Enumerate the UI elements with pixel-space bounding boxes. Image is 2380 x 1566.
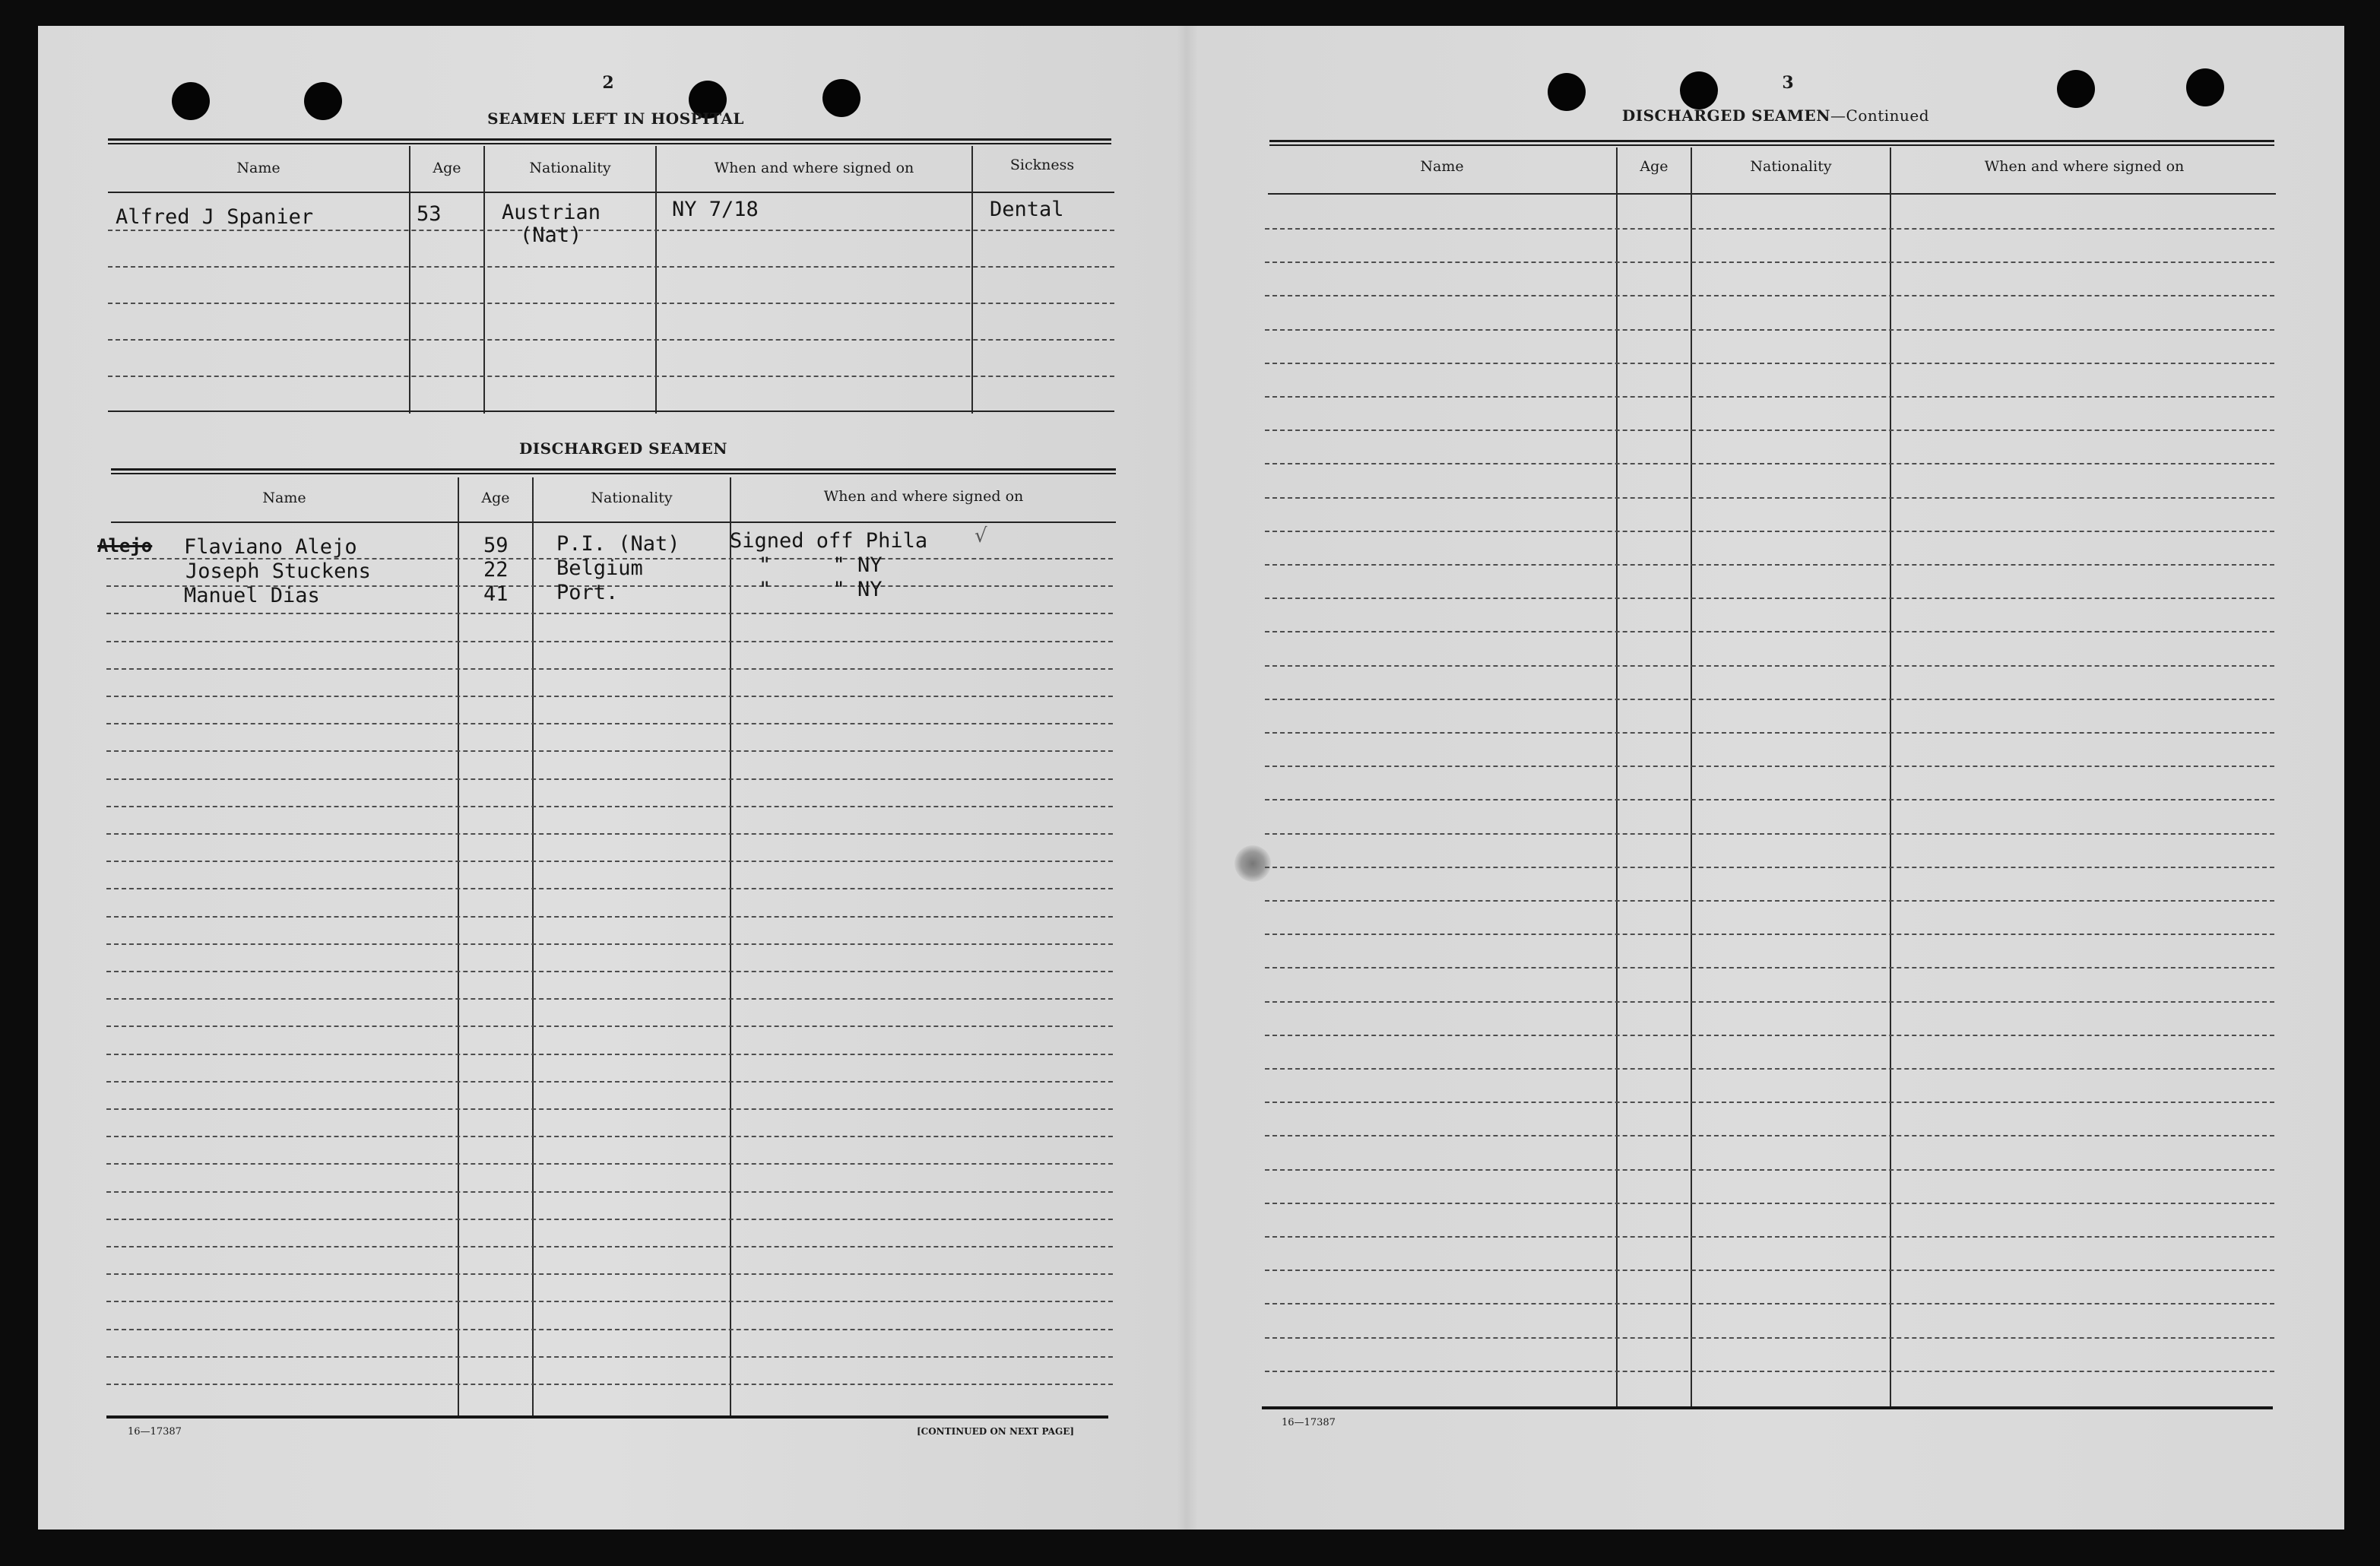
ruled-line <box>1265 934 2274 935</box>
discharged-row-nationality: P.I. (Nat) <box>556 532 680 556</box>
ruled-line <box>1265 799 2274 800</box>
continued-title-suffix: —Continued <box>1830 106 1930 125</box>
ruled-line <box>106 1273 1113 1275</box>
ruled-line <box>1265 967 2274 968</box>
ruled-line <box>106 833 1113 835</box>
hospital-bottom-rule <box>108 411 1114 412</box>
hospital-header-nationality: Nationality <box>529 160 611 176</box>
ruled-line <box>106 1384 1113 1385</box>
ruled-line <box>1265 228 2274 230</box>
ruled-line <box>1265 732 2274 734</box>
hospital-row-nationality: Austrian <box>502 201 601 224</box>
discharged-row-name: Joseph Stuckens <box>185 560 371 583</box>
hospital-header-rule <box>108 192 1114 193</box>
form-number-right: 16—17387 <box>1282 1417 1336 1428</box>
ruled-line <box>1265 564 2274 566</box>
ruled-line <box>1265 900 2274 902</box>
ruled-line <box>106 998 1113 1000</box>
ruled-line <box>1265 1236 2274 1238</box>
discharged-row-signed-on: " " NY <box>759 578 883 601</box>
continued-col-divider <box>1890 147 1891 1406</box>
continued-col-divider <box>1691 147 1692 1406</box>
ruled-line <box>1265 262 2274 263</box>
discharged-header-signed-on: When and where signed on <box>823 488 1024 505</box>
continued-top-rule <box>1269 140 2274 142</box>
continued-note: [CONTINUED ON NEXT PAGE] <box>917 1426 1075 1437</box>
discharged-row-nationality: Port. <box>556 581 619 604</box>
continued-header-name: Name <box>1420 158 1464 175</box>
ruled-line <box>1265 1371 2274 1372</box>
discharged-header-nationality: Nationality <box>591 490 673 506</box>
discharged-col-divider <box>730 477 731 1417</box>
ruled-line <box>106 1026 1113 1027</box>
discharged-row-signed-on: " " NY <box>759 553 883 577</box>
hospital-section-title: SEAMEN LEFT IN HOSPITAL <box>487 109 744 128</box>
hospital-row-age: 53 <box>417 202 442 226</box>
ruled-line <box>1265 598 2274 599</box>
continued-header-age: Age <box>1640 158 1669 175</box>
ruled-line <box>106 1136 1113 1137</box>
ruled-line <box>1265 1135 2274 1136</box>
ruled-line <box>106 1163 1113 1165</box>
continued-col-divider <box>1616 147 1618 1406</box>
hospital-row-line <box>108 230 1114 231</box>
continued-header-nationality: Nationality <box>1750 158 1832 175</box>
ruled-line <box>106 916 1113 918</box>
continued-section-title <box>1616 106 1935 125</box>
form-number-left: 16—17387 <box>128 1426 182 1438</box>
continued-bottom-rule <box>1262 1406 2273 1409</box>
hospital-row-line <box>108 339 1114 341</box>
hospital-row-line <box>108 376 1114 377</box>
punch-hole <box>822 79 860 117</box>
ruled-line <box>1265 1203 2274 1204</box>
discharged-col-divider <box>458 477 459 1417</box>
ruled-line <box>1265 1337 2274 1339</box>
ruled-line <box>1265 1303 2274 1304</box>
ruled-line <box>106 1246 1113 1247</box>
ruled-line <box>1265 699 2274 700</box>
hospital-col-divider <box>971 146 973 414</box>
discharged-row-age: 41 <box>483 582 509 606</box>
ruled-line <box>1265 430 2274 431</box>
hospital-col-divider <box>655 146 657 414</box>
hospital-row-nationality-note: (Nat) <box>520 223 582 247</box>
check-mark: √ <box>975 525 987 547</box>
punch-hole <box>1548 73 1586 111</box>
hospital-header-signed-on: When and where signed on <box>714 160 914 176</box>
discharged-header-age: Age <box>481 490 510 506</box>
hospital-col-divider <box>409 146 410 414</box>
ruled-line <box>106 1191 1113 1193</box>
ruled-line <box>106 1301 1113 1302</box>
punch-hole <box>304 82 342 120</box>
ruled-line <box>1265 363 2274 364</box>
hospital-header-sickness: Sickness <box>1009 157 1075 173</box>
discharged-section-title: DISCHARGED SEAMEN <box>518 439 728 458</box>
punch-hole <box>2057 70 2095 108</box>
discharged-row-nationality: Belgium <box>556 556 643 580</box>
ruled-line <box>1265 396 2274 398</box>
discharged-row-name: Manuel Dias <box>184 584 320 607</box>
ruled-line <box>1265 329 2274 331</box>
ruled-line <box>106 1054 1113 1055</box>
page-number-right: 3 <box>1782 73 1794 93</box>
punch-hole <box>2186 68 2224 106</box>
ruled-line <box>106 668 1113 670</box>
ruled-line <box>106 1219 1113 1220</box>
ruled-line <box>106 861 1113 862</box>
ruled-line <box>106 1108 1113 1110</box>
discharged-col-divider <box>532 477 534 1417</box>
continued-title-main: DISCHARGED SEAMEN <box>1621 106 1831 125</box>
ruled-line <box>1265 1102 2274 1103</box>
discharged-row-age: 22 <box>483 558 509 582</box>
ruled-line <box>1265 631 2274 632</box>
discharged-row-name: Flaviano Alejo <box>184 535 357 559</box>
hospital-header-name: Name <box>236 160 280 176</box>
ruled-line <box>106 888 1113 889</box>
page-number-left: 2 <box>602 73 614 93</box>
hospital-row-signed-on: NY 7/18 <box>672 198 759 221</box>
ruled-line <box>1265 497 2274 499</box>
punch-hole <box>172 82 210 120</box>
struck-out-name: Alejo <box>97 535 153 556</box>
hospital-col-divider <box>483 146 485 414</box>
ruled-line <box>106 806 1113 807</box>
ruled-line <box>106 750 1113 752</box>
punch-hole <box>1680 71 1718 109</box>
ruled-line <box>1265 1035 2274 1036</box>
hospital-top-rule <box>108 138 1111 141</box>
ruled-line <box>1265 1270 2274 1271</box>
hospital-row-line <box>108 266 1114 268</box>
ruled-line <box>106 723 1113 724</box>
discharged-header-rule <box>111 521 1116 523</box>
ruled-line <box>1265 295 2274 296</box>
ruled-line <box>1265 463 2274 464</box>
ruled-line <box>106 1329 1113 1330</box>
ruled-line <box>1265 766 2274 767</box>
ruled-line <box>1265 833 2274 835</box>
ruled-line <box>106 613 1113 614</box>
ruled-line <box>1265 1068 2274 1070</box>
discharged-header-name: Name <box>262 490 306 506</box>
hospital-row-name: Alfred J Spanier <box>116 205 314 229</box>
ruled-line <box>106 1356 1113 1358</box>
hospital-row-line <box>108 303 1114 304</box>
discharged-row-age: 59 <box>483 534 509 557</box>
continued-header-rule <box>1268 193 2276 195</box>
ruled-line <box>106 1081 1113 1083</box>
ruled-line <box>106 971 1113 972</box>
ruled-line <box>1265 867 2274 868</box>
ruled-line <box>1265 531 2274 532</box>
hospital-header-age: Age <box>433 160 461 176</box>
ruled-line <box>1265 665 2274 667</box>
hospital-row-sickness: Dental <box>990 198 1064 221</box>
continued-header-signed-on: When and where signed on <box>1984 158 2185 175</box>
ruled-line <box>106 641 1113 642</box>
ruled-line <box>1265 1001 2274 1003</box>
ink-stain <box>1234 845 1271 882</box>
ruled-line <box>106 696 1113 697</box>
discharged-top-rule <box>111 468 1116 471</box>
ruled-line <box>106 778 1113 780</box>
ruled-line <box>106 943 1113 945</box>
ruled-line <box>1265 1169 2274 1171</box>
discharged-bottom-rule <box>106 1415 1108 1419</box>
discharged-row-signed-on: Signed off Phila <box>730 529 928 553</box>
